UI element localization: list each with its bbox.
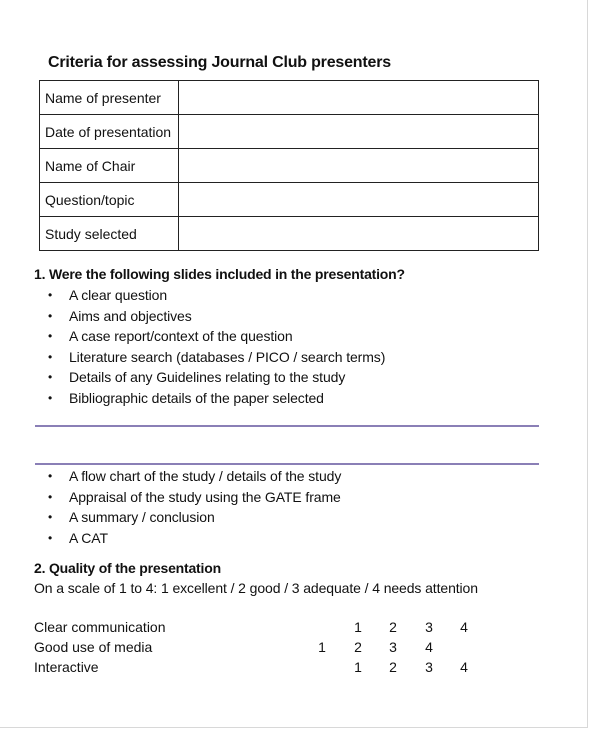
list-item-text: A flow chart of the study / details of the study (69, 468, 342, 484)
bullet-icon: • (48, 469, 53, 483)
bullet-icon: • (48, 530, 53, 545)
rating-row-label: Clear communication (34, 619, 166, 635)
rating-row-label: Good use of media (34, 639, 153, 655)
table-row (40, 217, 539, 251)
rating-row-label: Interactive (34, 659, 99, 675)
list-item (48, 466, 341, 487)
rating-option[interactable]: 3 (389, 639, 397, 655)
rating-option[interactable]: 1 (318, 639, 326, 655)
info-label: Date of presentation (40, 115, 179, 149)
table-row (40, 115, 539, 149)
list-item (48, 528, 341, 549)
rating-row (34, 619, 494, 639)
rating-option[interactable]: 4 (460, 659, 468, 675)
list-item (48, 326, 385, 347)
info-value-field[interactable] (179, 149, 539, 183)
list-item (48, 388, 385, 409)
list-item (48, 487, 341, 508)
info-label: Question/topic (40, 183, 179, 217)
bullet-icon: • (48, 390, 53, 405)
bullet-icon: • (48, 370, 53, 385)
bullet-icon: • (48, 329, 53, 344)
rating-scale-description: On a scale of 1 to 4: 1 excellent / 2 good / 3 adequate / 4 needs attention (34, 580, 478, 596)
rating-option[interactable]: 4 (460, 619, 468, 635)
table-row (40, 149, 539, 183)
bullet-icon: • (48, 308, 53, 323)
info-value-field[interactable] (179, 115, 539, 149)
rating-option[interactable]: 1 (354, 619, 362, 635)
list-item-text: A CAT (69, 529, 108, 546)
rating-option[interactable]: 2 (389, 659, 397, 675)
slides-checklist-a (48, 285, 385, 409)
rating-option[interactable]: 2 (354, 639, 362, 655)
table-row (40, 81, 539, 115)
info-label: Study selected (40, 217, 179, 251)
rating-row (34, 639, 494, 659)
page-divider-top (35, 425, 539, 427)
info-value-field[interactable] (179, 81, 539, 115)
list-item-text: Details of any Guidelines relating to the study (69, 369, 346, 386)
list-item (48, 285, 385, 306)
bullet-icon: • (48, 288, 53, 302)
list-item (48, 367, 385, 388)
page-divider-bottom (35, 463, 539, 465)
list-item-text: Bibliographic details of the paper selected (69, 389, 324, 406)
list-item-text: Aims and objectives (69, 307, 192, 324)
rating-option[interactable]: 3 (425, 659, 433, 675)
info-value-field[interactable] (179, 217, 539, 251)
list-item-text: Literature search (databases / PICO / search terms) (69, 348, 386, 365)
list-item-text: A case report/context of the question (69, 328, 293, 345)
table-row (40, 183, 539, 217)
rating-option[interactable]: 2 (389, 619, 397, 635)
bullet-icon: • (48, 489, 53, 504)
info-label: Name of presenter (40, 81, 179, 115)
info-label: Name of Chair (40, 149, 179, 183)
slides-checklist-b (48, 466, 341, 548)
rating-option[interactable]: 1 (354, 659, 362, 675)
rating-row (34, 659, 494, 679)
section2-heading: 2. Quality of the presentation (34, 560, 221, 576)
list-item-text: Appraisal of the study using the GATE frame (69, 488, 341, 505)
list-item-text: A clear question (69, 287, 168, 303)
list-item (48, 306, 385, 327)
bullet-icon: • (48, 349, 53, 364)
list-item (48, 347, 385, 368)
list-item-text: A summary / conclusion (69, 509, 215, 526)
rating-option[interactable]: 3 (425, 619, 433, 635)
bullet-icon: • (48, 510, 53, 525)
list-item (48, 507, 341, 528)
rating-option[interactable]: 4 (425, 639, 433, 655)
presenter-info-table (39, 80, 539, 251)
info-value-field[interactable] (179, 183, 539, 217)
section1-heading: 1. Were the following slides included in the presentation? (34, 266, 405, 282)
document-title: Criteria for assessing Journal Club presenters (48, 54, 391, 71)
